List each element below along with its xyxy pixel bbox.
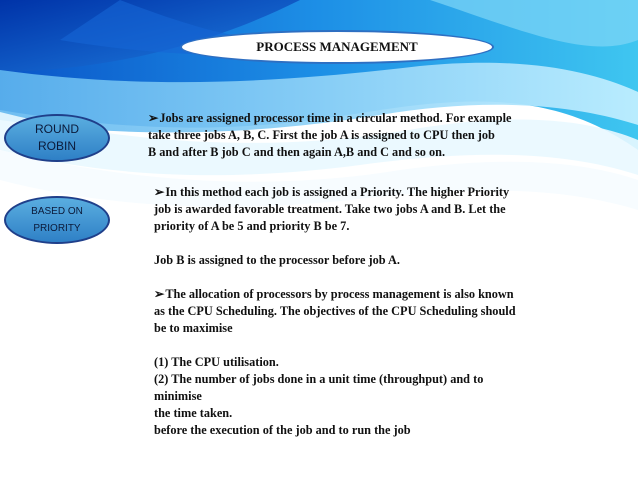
bullet-arrow-icon: ➢ [154, 185, 165, 199]
text-line: priority of A be 5 and priority B be 7. [154, 219, 350, 233]
priority-line2: PRIORITY [33, 223, 81, 234]
bullet-arrow-icon: ➢ [154, 287, 165, 301]
text-line: take three jobs A, B, C. First the job A is assigned to CPU then job [148, 128, 495, 142]
round-robin-line2: ROBIN [37, 139, 76, 153]
text-line: ➢In this method each job is assigned a Priority. The higher Priority [154, 185, 510, 199]
text-line: job is awarded favorable treatment. Take two jobs A and B. Let the [154, 202, 506, 216]
round-robin-description [148, 110, 511, 161]
text-line: ➢The allocation of processors by process management is also known [154, 287, 514, 301]
text-line: as the CPU Scheduling. The objectives of the CPU Scheduling should [154, 304, 516, 318]
round-robin-line1: ROUND [35, 122, 79, 136]
title-banner [180, 30, 494, 64]
text-line: B and after B job C and then again A,B and C and so on. [148, 145, 446, 159]
text-line: ➢Jobs are assigned processor time in a circular method. For example [148, 111, 512, 125]
bullet-arrow-icon: ➢ [148, 111, 159, 125]
list-item: (2) The number of jobs done in a unit time (throughput) and to [154, 372, 484, 386]
list-item: the time taken. [154, 406, 233, 420]
page-title: PROCESS MANAGEMENT [256, 39, 418, 54]
priority-line1: BASED ON [31, 206, 83, 217]
text-line: Job B is assigned to the processor before job A. [154, 253, 400, 267]
list-item: minimise [154, 389, 202, 403]
priority-description [154, 184, 516, 439]
list-item: before the execution of the job and to run the job [154, 423, 411, 437]
round-robin-label [4, 114, 110, 162]
list-item: (1) The CPU utilisation. [154, 355, 279, 369]
text-line: be to maximise [154, 321, 233, 335]
priority-label [4, 196, 110, 244]
